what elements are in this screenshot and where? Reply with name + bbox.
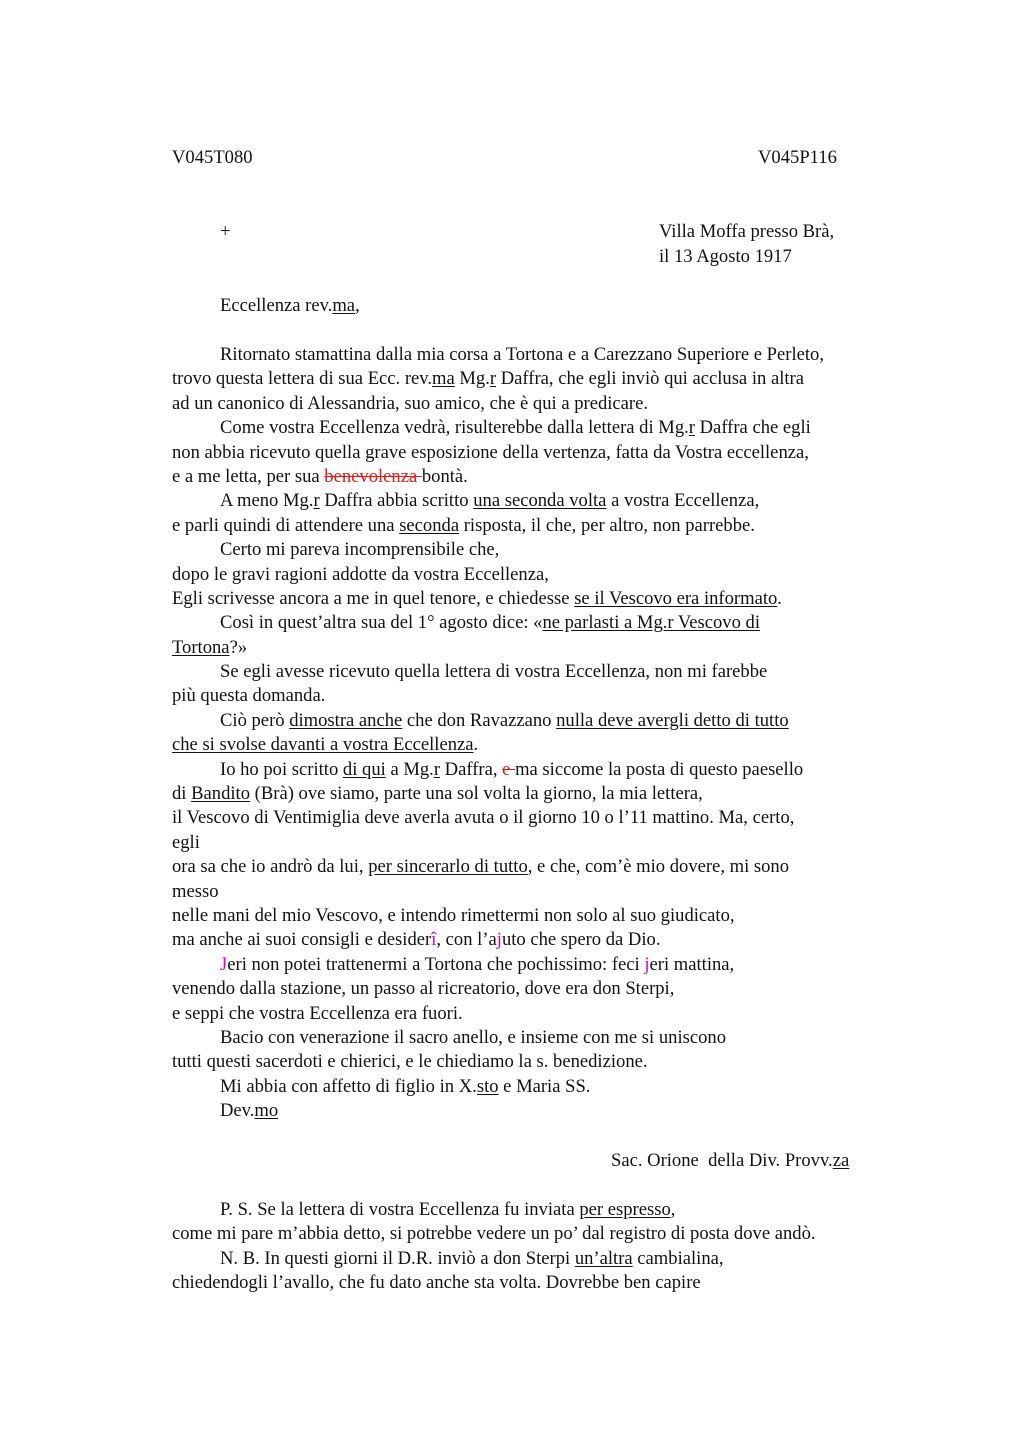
text-segment: più questa domanda.: [172, 685, 326, 707]
text-segment: ,: [670, 1199, 676, 1220]
underlined-text: di qui: [342, 758, 386, 780]
text-segment: Così in quest’altra sua del 1° agosto dice: «: [220, 612, 543, 634]
text-segment: e a me letta, per sua: [172, 465, 325, 487]
body-line: [172, 587, 932, 611]
body-line: [172, 343, 932, 367]
text-segment: .: [473, 734, 479, 756]
text-segment: cambialina,: [632, 1247, 724, 1269]
text-segment: dopo le gravi ragioni addotte da vostra Eccellenza,: [172, 563, 549, 585]
text-segment: Daffra,: [440, 758, 503, 780]
underlined-text: r: [313, 490, 320, 512]
text-segment: .: [777, 587, 782, 609]
text-segment: bontà.: [421, 465, 468, 487]
body-line: [172, 611, 932, 635]
body-line: [172, 1075, 932, 1099]
body-line: [172, 928, 932, 952]
text-segment: Egli scrivesse ancora a me in quel tenore, e chiedesse: [172, 587, 575, 609]
body-line: [172, 441, 932, 465]
text-segment: ad un canonico di Alessandria, suo amico, che è qui a predicare.: [172, 392, 649, 414]
underlined-text: per sincerarlo di tutto: [368, 856, 528, 878]
text-segment: come mi pare m’abbia detto, si potrebbe vedere un po’ dal registro di posta dove andò.: [172, 1223, 816, 1245]
text-segment: ora sa che io andrò da lui,: [172, 856, 369, 878]
postscript-line: [172, 1271, 932, 1295]
text-segment: risposta, il che, per altro, non parrebbe.: [459, 514, 755, 536]
body-line: [172, 538, 932, 562]
postscript-line: [172, 1198, 932, 1222]
text-segment: Ciò però: [220, 709, 290, 731]
struck-text: e: [502, 758, 516, 780]
text-segment: messo: [172, 880, 219, 902]
letter-date: il 13 Agosto 1917: [659, 246, 792, 267]
body-line: [172, 904, 932, 928]
underlined-text: se il Vescovo era informato: [574, 587, 778, 609]
text-segment: a Mg.: [385, 758, 434, 780]
body-line: [172, 684, 932, 708]
text-segment: ma anche ai suoi consigli e desider: [172, 929, 432, 951]
document-code-right: V045P116: [758, 147, 837, 168]
underlined-text: ne parlasti a Mg.r Vescovo di: [542, 612, 761, 634]
text-segment: ?»: [229, 636, 248, 658]
text-segment: eri non potei trattenermi a Tortona che pochissimo: feci: [227, 953, 645, 975]
body-line: [172, 1002, 932, 1026]
underlined-text: r: [688, 417, 695, 439]
underlined-text: r: [433, 758, 441, 780]
text-segment: che don Ravazzano: [402, 709, 557, 731]
text-segment: non abbia ricevuto quella grave esposizione della vertenza, fatta da Vostra eccellenza,: [172, 441, 809, 463]
signature-text: Sac. Orione della Div. Provv.: [611, 1150, 833, 1171]
signature: [611, 1150, 849, 1172]
body-line: [172, 514, 932, 538]
text-segment: , e che, com’è mio dovere, mi sono: [527, 856, 790, 878]
underlined-text: dimostra anche: [289, 709, 403, 731]
body-line: [172, 563, 932, 587]
underlined-text: nulla deve avergli detto di tutto: [556, 709, 789, 731]
text-segment: ma siccome la posta di questo paesello: [515, 758, 804, 780]
text-segment: nelle mani del mio Vescovo, e intendo rimettermi non solo al suo giudicato,: [172, 904, 735, 926]
postscript-line: [172, 1222, 932, 1246]
cross-mark: +: [220, 221, 231, 242]
underlined-text: Bandito: [191, 783, 251, 805]
body-line: [172, 806, 932, 830]
body-line: [172, 758, 932, 782]
text-segment: tutti questi sacerdoti e chierici, e le chiediamo la s. benedizione.: [172, 1051, 648, 1073]
body-line: [172, 831, 932, 855]
underlined-text: un’altra: [574, 1247, 633, 1269]
body-line: [172, 1099, 932, 1123]
corrected-letter: j: [496, 929, 502, 951]
body-line: [172, 855, 932, 879]
text-segment: egli: [172, 831, 200, 853]
body-line: [172, 489, 932, 513]
underlined-text: mo: [254, 1100, 279, 1122]
text-segment: a vostra Eccellenza,: [606, 490, 760, 512]
text-segment: Mi abbia con affetto di figlio in X.: [220, 1075, 477, 1097]
text-segment: Ritornato stamattina dalla mia corsa a Tortona e a Carezzano Superiore e Perleto,: [220, 344, 824, 365]
text-segment: Daffra che egli: [694, 417, 811, 439]
salutation: [220, 295, 360, 317]
letter-body: [172, 343, 932, 1124]
text-segment: (Brà) ove siamo, parte una sol volta la giorno, la mia lettera,: [250, 783, 703, 805]
struck-text: benevolenza: [324, 465, 422, 487]
signature-abbrev: za: [832, 1150, 850, 1171]
underlined-text: Tortona: [172, 636, 230, 658]
body-line: [172, 636, 932, 660]
text-segment: Dev.: [220, 1100, 255, 1122]
corrected-letter: î: [431, 929, 437, 951]
text-segment: Io ho poi scritto: [220, 758, 343, 780]
underlined-text: sto: [476, 1075, 499, 1097]
body-line: [172, 977, 932, 1001]
text-segment: il Vescovo di Ventimiglia deve averla avuta o il giorno 10 o l’11 mattino. Ma, certo,: [172, 807, 795, 829]
body-line: [172, 416, 932, 440]
corrected-letter: j: [644, 953, 650, 975]
text-segment: Mg.: [454, 368, 490, 390]
underlined-text: seconda: [399, 514, 460, 536]
text-segment: N. B. In questi giorni il D.R. inviò a don Sterpi: [220, 1247, 575, 1269]
corrected-letter: J: [220, 953, 228, 975]
text-segment: P. S. Se la lettera di vostra Eccellenza fu inviata: [220, 1199, 580, 1220]
text-segment: Come vostra Eccellenza vedrà, risulterebbe dalla lettera di Mg.: [220, 417, 689, 439]
body-line: [172, 733, 932, 757]
text-segment: e Maria SS.: [498, 1075, 591, 1097]
body-line: [172, 1026, 932, 1050]
underlined-text: per espresso: [579, 1199, 671, 1220]
body-line: [172, 1050, 932, 1074]
salutation-abbrev: ma: [332, 295, 356, 316]
body-line: [172, 465, 932, 489]
text-segment: A meno Mg.: [220, 490, 314, 512]
postscript: [172, 1198, 932, 1296]
text-segment: Bacio con venerazione il sacro anello, e insieme con me si uniscono: [220, 1026, 726, 1048]
body-line: [172, 880, 932, 904]
text-segment: Certo mi pareva incomprensibile che,: [220, 539, 500, 561]
underlined-text: r: [489, 368, 497, 390]
text-segment: e parli quindi di attendere una: [172, 514, 400, 536]
text-segment: uto che spero da Dio.: [501, 929, 661, 951]
text-segment: Se egli avesse ricevuto quella lettera di vostra Eccellenza, non mi farebbe: [220, 661, 768, 683]
body-line: [172, 782, 932, 806]
body-line: [172, 392, 932, 416]
text-segment: di: [172, 783, 192, 805]
underlined-text: che si svolse davanti a vostra Eccellenza: [172, 734, 474, 756]
text-segment: Daffra abbia scritto: [319, 490, 474, 512]
text-segment: e seppi che vostra Eccellenza era fuori.: [172, 1002, 463, 1024]
body-line: [172, 953, 932, 977]
document-code-left: V045T080: [172, 147, 253, 168]
body-line: [172, 367, 932, 391]
salutation-text: Eccellenza rev.: [220, 295, 333, 316]
text-segment: chiedendogli l’avallo, che fu dato anche sta volta. Dovrebbe ben capire: [172, 1272, 701, 1294]
postscript-line: [172, 1247, 932, 1271]
text-segment: Daffra, che egli inviò qui acclusa in altra: [496, 368, 804, 390]
underlined-text: una seconda volta: [473, 490, 607, 512]
body-line: [172, 709, 932, 733]
text-segment: eri mattina,: [649, 953, 735, 975]
text-segment: trovo questa lettera di sua Ecc. rev.: [172, 368, 433, 390]
letter-place: Villa Moffa presso Brà,: [659, 221, 835, 242]
salutation-tail: ,: [355, 295, 360, 316]
text-segment: venendo dalla stazione, un passo al ricreatorio, dove era don Sterpi,: [172, 978, 675, 1000]
underlined-text: ma: [432, 368, 455, 390]
text-segment: , con l’a: [436, 929, 497, 951]
body-line: [172, 660, 932, 684]
